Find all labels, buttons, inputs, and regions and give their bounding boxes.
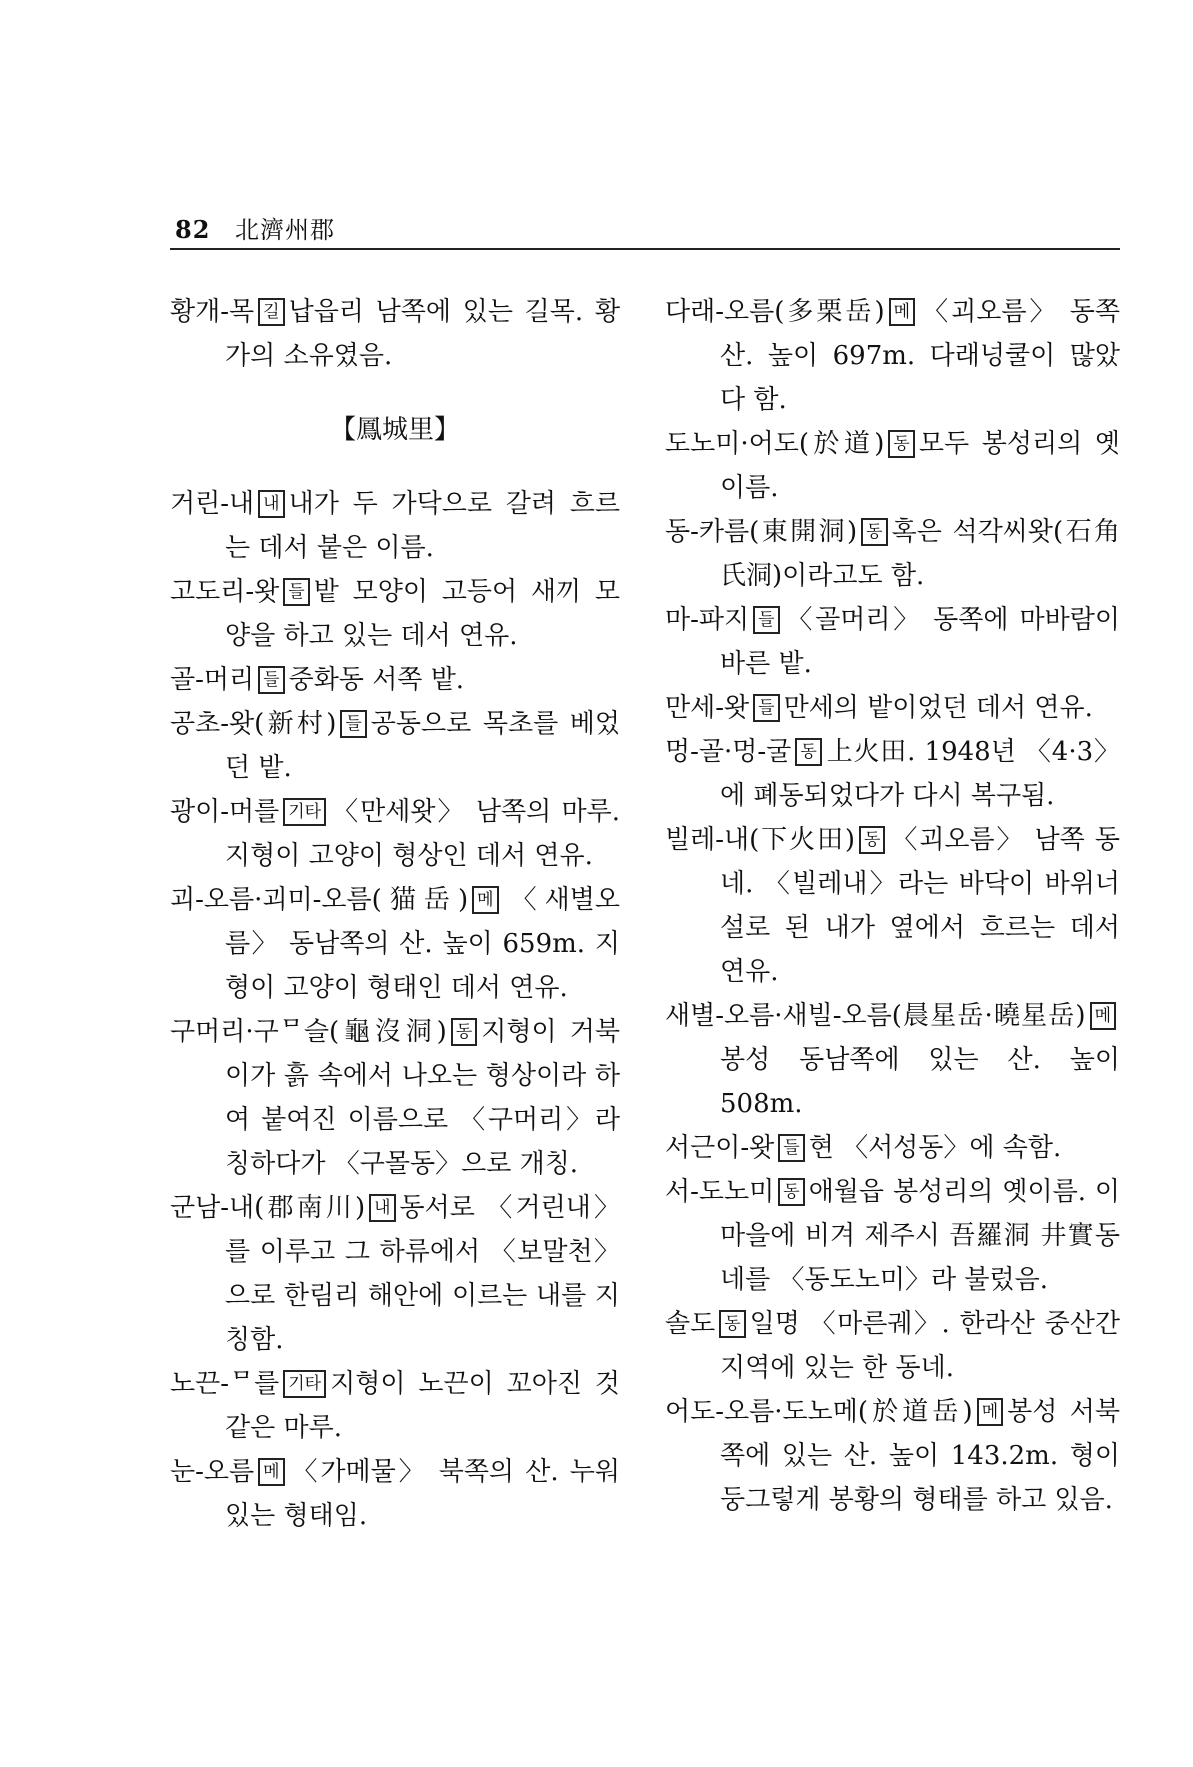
entry-definition: 〈가메물〉 북쪽의 산. 누워있는 형태임. [225, 1457, 620, 1531]
dictionary-entry [665, 1302, 1120, 1390]
dictionary-entry [665, 994, 1120, 1126]
dictionary-entry [170, 1362, 620, 1450]
dictionary-entry [170, 878, 620, 1010]
dictionary-entry [170, 1186, 620, 1362]
entry-category-tag: 동 [795, 738, 821, 766]
entry-definition: 지형이 노끈이 꼬아진 것 같은 마루. [225, 1369, 620, 1443]
entry-definition: 밭 모양이 고등어 새끼 모양을 하고 있는 데서 연유. [225, 577, 620, 651]
left-column [170, 290, 620, 1538]
section-heading: 【鳳城里】 [329, 415, 460, 445]
entry-headword: 구머리·구ᄆ슬(龜沒洞) [170, 1017, 447, 1047]
entry-definition: 봉성 동남쪽에 있는 산. 높이 508m. [720, 1045, 1120, 1119]
page-number: 82 [175, 215, 211, 244]
entry-definition: 내가 두 가닥으로 갈려 흐르는 데서 붙은 이름. [225, 489, 620, 563]
entry-category-tag: 들 [283, 578, 309, 606]
entry-definition: 〈괴오름〉 동쪽 산. 높이 697m. 다래넝쿨이 많았다 함. [720, 297, 1120, 415]
entry-category-tag: 들 [340, 710, 366, 738]
entry-category-tag: 들 [778, 1134, 804, 1162]
entry-definition: 중화동 서쪽 밭. [288, 665, 465, 695]
dictionary-entry [665, 290, 1120, 422]
entry-category-tag: 기타 [283, 1370, 326, 1398]
dictionary-entry [665, 510, 1120, 598]
entry-headword: 눈-오름 [170, 1457, 255, 1487]
entry-category-tag: 메 [258, 1458, 284, 1486]
dictionary-entry [665, 422, 1120, 510]
entry-category-tag: 동 [719, 1310, 745, 1338]
dictionary-entry [170, 702, 620, 790]
entry-definition: 납읍리 남쪽에 있는 길목. 황가의 소유였음. [225, 297, 620, 371]
dictionary-entry [665, 598, 1120, 686]
page-header-title: 北濟州郡 [235, 216, 336, 244]
dictionary-entry [170, 290, 620, 378]
entry-headword: 노끈-ᄆ를 [170, 1369, 280, 1399]
page-header [175, 210, 335, 245]
entry-category-tag: 동 [859, 826, 885, 854]
entry-definition: 〈만세왓〉 남쪽의 마루. 지형이 고양이 형상인 데서 연유. [225, 797, 620, 871]
entry-definition: 〈골머리〉 동쪽에 마바람이 바른 밭. [720, 605, 1120, 679]
entry-category-tag: 내 [369, 1194, 395, 1222]
entry-definition: 일명 〈마른궤〉. 한라산 중산간 지역에 있는 한 동네. [720, 1309, 1120, 1383]
dictionary-entry [170, 658, 620, 702]
dictionary-entry [170, 790, 620, 878]
entry-definition: 모두 봉성리의 옛이름. [720, 429, 1121, 503]
dictionary-entry [170, 1010, 620, 1186]
entry-category-tag: 들 [753, 606, 779, 634]
header-rule [170, 248, 1120, 250]
right-column [665, 290, 1120, 1522]
entry-definition: 공동으로 목초를 베었던 밭. [225, 709, 620, 783]
entry-headword: 도노미·어도(於道) [665, 429, 885, 459]
dictionary-entry [665, 1390, 1120, 1522]
entry-category-tag: 내 [258, 490, 284, 518]
entry-category-tag: 동 [778, 1178, 804, 1206]
entry-category-tag: 동 [861, 518, 887, 546]
dictionary-entry [665, 818, 1120, 994]
entry-category-tag: 동 [451, 1018, 477, 1046]
entry-definition: 혹은 석각씨왓(石角氏洞)이라고도 함. [720, 517, 1120, 591]
entry-headword: 마-파지 [665, 605, 750, 635]
entry-category-tag: 메 [1090, 1002, 1116, 1030]
entry-headword: 어도-오름·도노메(於道岳) [665, 1397, 973, 1427]
entry-headword: 골-머리 [170, 665, 255, 695]
entry-headword: 다래-오름(多栗岳) [665, 297, 885, 327]
entry-definition: 〈새별오름〉 동남쪽의 산. 높이 659m. 지형이 고양이 형태인 데서 연유. [225, 885, 620, 1003]
entry-headword: 서근이-왓 [665, 1133, 775, 1163]
entry-category-tag: 동 [888, 430, 914, 458]
dictionary-entry [170, 570, 620, 658]
entry-headword: 군남-내(郡南川) [170, 1193, 366, 1223]
dictionary-entry [665, 1170, 1120, 1302]
entry-definition: 현 〈서성동〉에 속함. [808, 1133, 1062, 1163]
entry-headword: 거린-내 [170, 489, 255, 519]
entry-category-tag: 들 [258, 666, 284, 694]
entry-category-tag: 메 [889, 298, 915, 326]
entry-category-tag: 들 [753, 694, 779, 722]
entry-headword: 빌레-내(下火田) [665, 825, 855, 855]
entry-category-tag: 기타 [283, 798, 326, 826]
entry-category-tag: 길 [258, 298, 284, 326]
dictionary-entry [665, 686, 1120, 730]
entry-headword: 공초-왓(新村) [170, 709, 337, 739]
entry-headword: 만세-왓 [665, 693, 750, 723]
entry-headword: 동-카름(東開洞) [665, 517, 858, 547]
entry-headword: 황개-목 [170, 297, 255, 327]
entry-category-tag: 메 [977, 1398, 1003, 1426]
entry-definition: 애월읍 봉성리의 옛이름. 이 마을에 비겨 제주시 吾羅洞 井實동네를 〈동도노미〉라 불렀음. [720, 1177, 1120, 1295]
entry-headword: 서-도노미 [665, 1177, 775, 1207]
entry-headword: 고도리-왓 [170, 577, 280, 607]
entry-headword: 괴-오름·괴미-오름(猫岳) [170, 885, 469, 915]
entry-headword: 광이-머를 [170, 797, 280, 827]
entry-definition: 上火田. 1948년 〈4·3〉에 폐동되었다가 다시 복구됨. [720, 737, 1120, 811]
entry-definition: 만세의 밭이었던 데서 연유. [783, 693, 1093, 723]
dictionary-entry [665, 730, 1120, 818]
entry-definition: 지형이 거북이가 흙 속에서 나오는 형상이라 하여 붙여진 이름으로 〈구머리〉라 칭하다가 〈구몰동〉으로 개칭. [225, 1017, 620, 1179]
entry-definition: 〈괴오름〉 남쪽 동네. 〈빌레내〉라는 바닥이 바위너설로 된 내가 옆에서 흐르는 데서 연유. [720, 825, 1120, 987]
entry-definition: 봉성 서북쪽에 있는 산. 높이 143.2m. 형이 둥그렇게 봉황의 형태를 하고 있음. [720, 1397, 1120, 1515]
dictionary-entry [665, 1126, 1120, 1170]
entry-headword: 솔도 [665, 1309, 716, 1339]
entry-headword: 멍-골·멍-굴 [665, 737, 792, 767]
dictionary-entry [170, 1450, 620, 1538]
dictionary-entry [170, 482, 620, 570]
entry-category-tag: 메 [472, 886, 498, 914]
entry-definition: 동서로 〈거린내〉를 이루고 그 하류에서 〈보말천〉으로 한림리 해안에 이르는 내를 지칭함. [225, 1193, 620, 1355]
entry-headword: 새별-오름·새빌-오름(晨星岳·曉星岳) [665, 1001, 1086, 1031]
